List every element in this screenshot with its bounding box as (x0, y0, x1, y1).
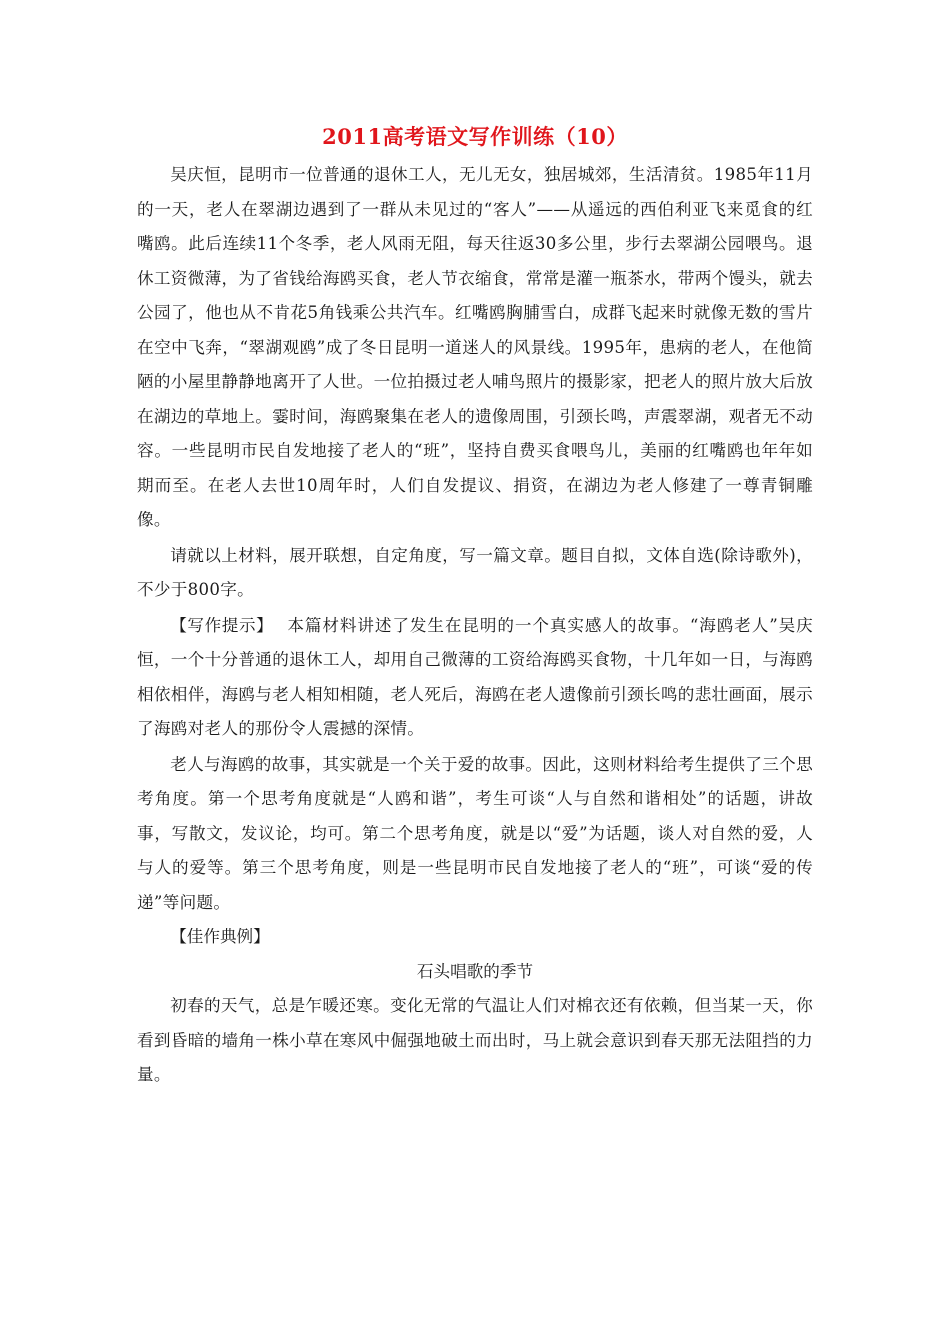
example-label: 【佳作典例】 (170, 927, 270, 946)
essay-title: 石头唱歌的季节 (416, 961, 534, 981)
document-page (137, 118, 813, 1093)
essay-paragraph: 初春的天气，总是乍暖还寒。变化无常的气温让人们对棉衣还有依赖，但当某一天，你看到昏暗的墙角一株小草在寒风中倔强地破土而出时，马上就会意识到春天那无法阻挡的力量。 (137, 996, 813, 1084)
material-paragraph: 吴庆恒，昆明市一位普通的退休工人，无儿无女，独居城郊，生活清贫。1985年11月的一天，老人在翠湖边遇到了一群从未见过的“客人”——从遥远的西伯利亚飞来觅食的红嘴鸥。此后连续11个冬季，老人风雨无阻，每天往返30多公里，步行去翠湖公园喂鸟。退休工资微薄，为了省钱给海鸥买食，老人节衣缩食，常常是灌一瓶茶水，带两个馒头，就去公园了，他也从不肯花5角钱乘公共汽车。红嘴鸥胸脯雪白，成群飞起来时就像无数的雪片在空中飞奔，“翠湖观鸥”成了冬日昆明一道迷人的风景线。1995年，患病的老人，在他简陋的小屋里静静地离开了人世。一位拍摄过老人哺鸟照片的摄影家，把老人的照片放大后放在湖边的草地上。霎时间，海鸥聚集在老人的遗像周围，引颈长鸣，声震翠湖，观者无不动容。一些昆明市民自发地接了老人的“班”，坚持自费买食喂鸟儿，美丽的红嘴鸥也年年如期而至。在老人去世10周年时，人们自发提议、捐资，在湖边为老人修建了一尊青铜雕像。 (137, 165, 813, 529)
analysis-paragraph: 老人与海鸥的故事，其实就是一个关于爱的故事。因此，这则材料给考生提供了三个思考角度。第一个思考角度就是“人鸥和谐”，考生可谈“人与自然和谐相处”的话题，讲故事，写散文，发议论，均可。第二个思考角度，就是以“爱”为话题，谈人对自然的爱，人与人的爱等。第三个思考角度，则是一些昆明市民自发地接了老人的“班”，可谈“爱的传递”等问题。 (137, 754, 813, 912)
document-title: 2011高考语文写作训练（10） (322, 124, 628, 149)
writing-tip-text: 本篇材料讲述了发生在昆明的一个真实感人的故事。“海鸥老人”吴庆恒，一个十分普通的退休工人，却用自己微薄的工资给海鸥买食物，十几年如一日，与海鸥相依相伴，海鸥与老人相知相随，老人死后，海鸥在老人遗像前引颈长鸣的悲壮画面，展示了海鸥对老人的那份令人震撼的深情。 (137, 615, 814, 738)
writing-tip-label: 【写作提示】 (170, 615, 274, 635)
prompt-paragraph: 请就以上材料，展开联想，自定角度，写一篇文章。题目自拟，文体自选(除诗歌外)，不少于800字。 (137, 545, 813, 599)
writing-tip-paragraph (137, 609, 813, 747)
